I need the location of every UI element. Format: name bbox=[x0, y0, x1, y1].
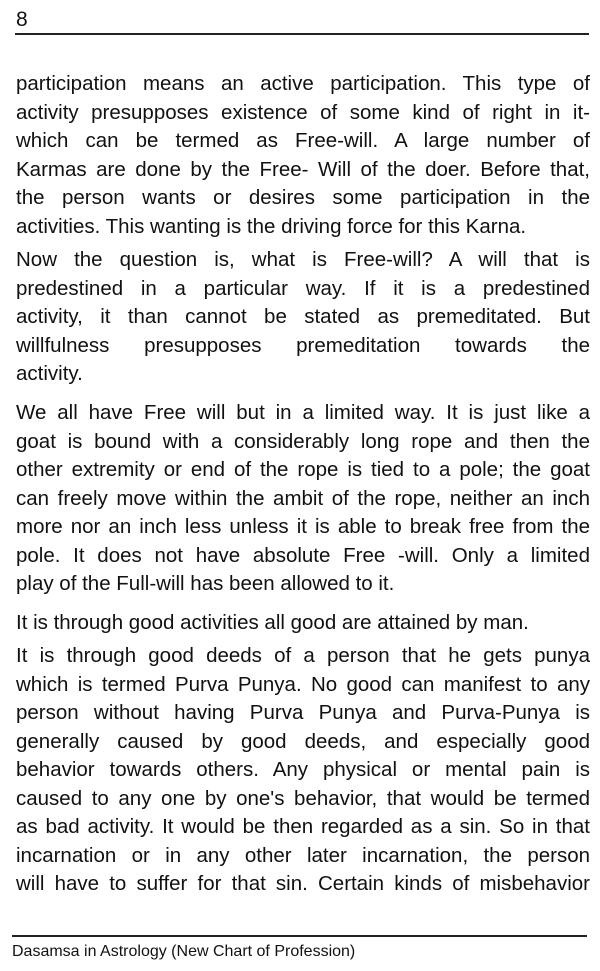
text-line: Karmas are done by the Free- Will of the doer. Before that, bbox=[16, 157, 590, 181]
text-line: We all have Free will but in a limited way. It is just like a bbox=[16, 401, 590, 424]
text-line: person without having Purva Punya and Purva-Punya is bbox=[16, 701, 590, 724]
text-line: which can be termed as Free-will. A large number of bbox=[16, 129, 590, 152]
text-line: goat is bound with a considerably long rope and then the bbox=[16, 429, 590, 453]
text-line: willfulness presupposes premeditation towards the bbox=[16, 333, 590, 357]
text-line: play of the Full-will has been allowed to it. bbox=[16, 572, 395, 595]
text-line: activity presupposes existence of some kind of right in it- bbox=[16, 100, 590, 124]
paragraph bbox=[16, 70, 590, 241]
text-line: activities. This wanting is the driving force for this Karna. bbox=[16, 214, 527, 238]
text-line: as bad activity. It would be then regarded as a sin. So in that bbox=[16, 815, 590, 838]
text-line: which is termed Purva Punya. No good can manifest to any bbox=[16, 672, 590, 696]
paragraph bbox=[16, 609, 590, 638]
footer-rule bbox=[12, 935, 587, 937]
text-line: activity, it than cannot be stated as premeditated. But bbox=[16, 305, 590, 328]
text-line: It is through good activities all good are attained by man. bbox=[16, 611, 529, 634]
text-line: caused to any one by one's behavior, that would be termed bbox=[16, 786, 590, 810]
text-line: activity. bbox=[16, 362, 83, 385]
text-line: can freely move within the ambit of the rope, neither an inch bbox=[16, 486, 590, 510]
text-line: predestined in a particular way. If it is a predestined bbox=[16, 276, 590, 300]
text-line: other extremity or end of the rope is tied to a pole; the goat bbox=[16, 458, 590, 481]
page-number: 8 bbox=[16, 8, 28, 31]
text-line: participation means an active participation. This type of bbox=[16, 72, 590, 95]
text-line: It is through good deeds of a person that he gets punya bbox=[16, 644, 590, 667]
paragraph bbox=[16, 642, 590, 899]
paragraph bbox=[16, 399, 590, 599]
text-line: incarnation or in any other later incarnation, the person bbox=[16, 843, 590, 867]
text-line: behavior towards others. Any physical or mental pain is bbox=[16, 758, 590, 781]
paragraph bbox=[16, 246, 590, 389]
text-line: Now the question is, what is Free-will? A will that is bbox=[16, 248, 590, 271]
header-rule bbox=[15, 33, 589, 35]
text-line: generally caused by good deeds, and especially good bbox=[16, 729, 590, 753]
footer-book-title: Dasamsa in Astrology (New Chart of Profession) bbox=[12, 943, 356, 960]
text-line: the person wants or desires some participation in the bbox=[16, 186, 590, 209]
text-line: pole. It does not have absolute Free -will. Only a limited bbox=[16, 543, 590, 567]
text-line: more nor an inch less unless it is able to break free from the bbox=[16, 515, 590, 538]
text-line: will have to suffer for that sin. Certain kinds of misbehavior bbox=[16, 872, 590, 895]
